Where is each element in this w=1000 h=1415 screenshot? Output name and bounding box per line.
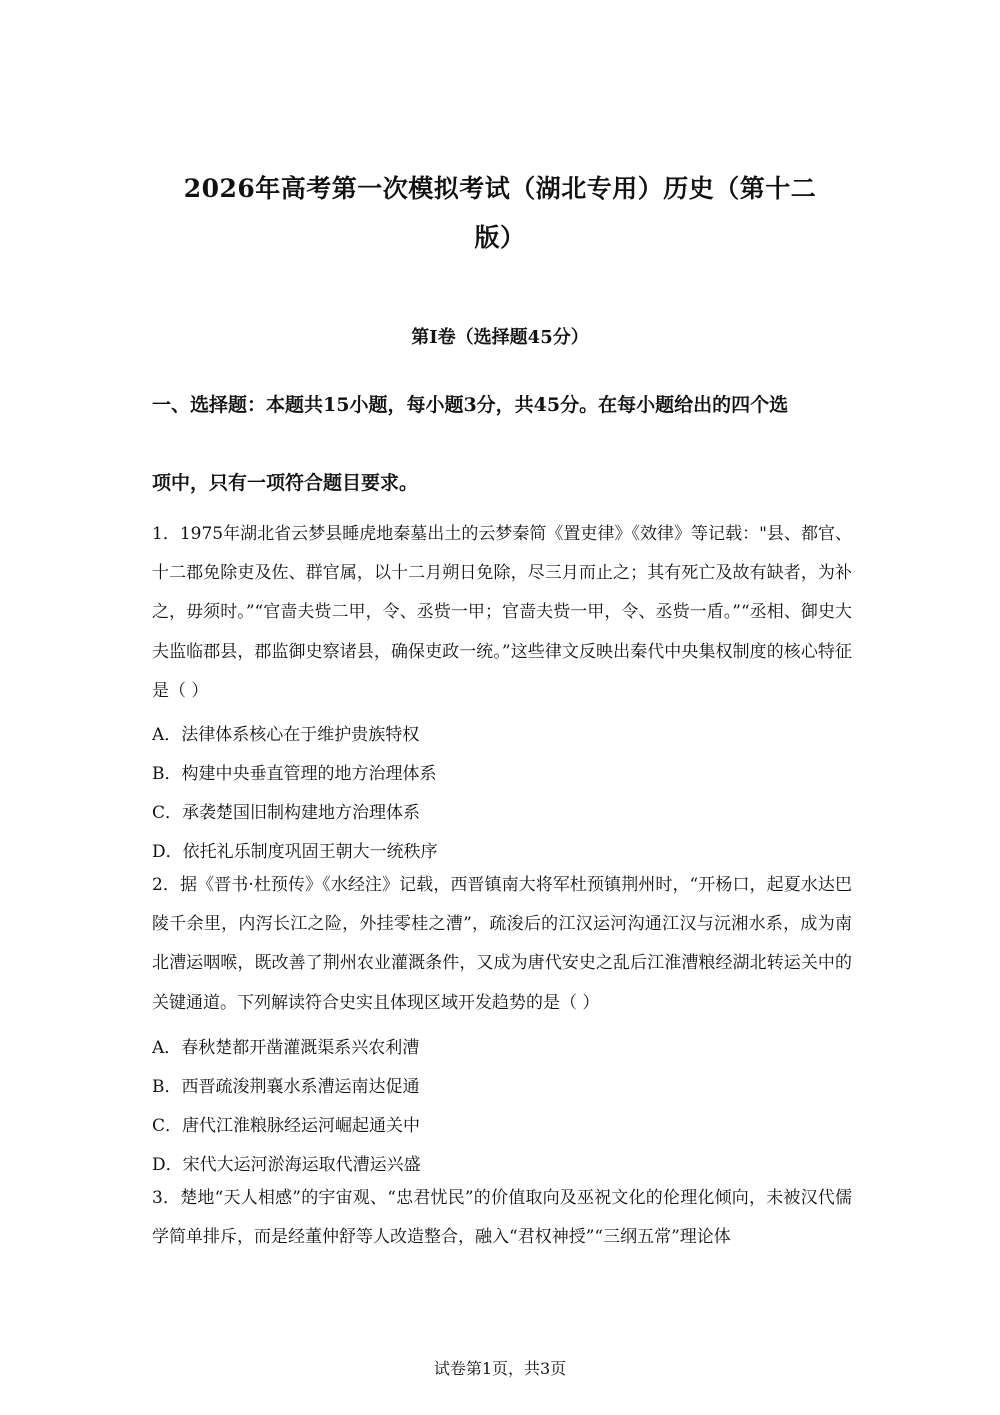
question-1-option-d: D．依托礼乐制度巩固王朝大一统秩序 <box>152 842 438 862</box>
question-2-stem: 2．据《晋书·杜预传》《水经注》记载，西晋镇南大将军杜预镇荆州时，“开杨口，起夏水达巴陵千余里，内泻长江之险，外挂零桂之漕”，疏浚后的江汉运河沟通江汉与沅湘水系，成为南北漕运咽喉，既改善了荆州农业灌溉条件，又成为唐代安史之乱后江淮漕粮经湖北转运关中的关键通道。下列解读符合史实且体现区域开发趋势的是（ ） <box>152 875 852 1013</box>
question-1-option-a: A．法律体系核心在于维护贵族特权 <box>152 725 420 745</box>
question-2-option-b: B．西晋疏浚荆襄水系漕运南达促通 <box>152 1077 420 1097</box>
question-3-stem: 3．楚地“天人相感”的宇宙观、“忠君忧民”的价值取向及巫祝文化的伦理化倾向，未被汉代儒学简单排斥，而是经董仲舒等人改造整合，融入“君权神授”“三纲五常”理论体 <box>152 1188 852 1248</box>
question-2-option-d: D．宋代大运河淤海运取代漕运兴盛 <box>152 1155 421 1175</box>
page-footer: 试卷第1页，共3页 <box>433 1359 567 1378</box>
exam-title-line-1: 2026年高考第一次模拟考试（湖北专用）历史（第十二 <box>183 174 817 203</box>
volume-subtitle: 第I卷（选择题45分） <box>411 327 589 348</box>
question-1-stem: 1．1975年湖北省云梦县睡虎地秦墓出土的云梦秦简《置吏律》《效律》等记载："县、都官、十二郡免除吏及佐、群官属，以十二月朔日免除，尽三月而止之；其有死亡及故有缺者，为补之，毋须时。”“官啬夫赀二甲，令、丞赀一甲；官啬夫赀一甲，令、丞赀一盾。”“丞相、御史大夫监临郡县，郡监御史察诸县，确保吏政一统。”这些律文反映出秦代中央集权制度的核心特征是（ ） <box>152 524 852 701</box>
question-2-option-a: A．春秋楚都开凿灌溉渠系兴农利漕 <box>152 1038 420 1058</box>
section-heading-line-1: 一、选择题：本题共15小题，每小题3分，共45分。在每小题给出的四个选 <box>152 394 789 416</box>
exam-title-line-2: 版） <box>474 223 526 252</box>
question-2-option-c: C．唐代江淮粮脉经运河崛起通关中 <box>152 1116 421 1136</box>
question-1-option-c: C．承袭楚国旧制构建地方治理体系 <box>152 803 421 823</box>
question-1-option-b: B．构建中央垂直管理的地方治理体系 <box>152 764 437 784</box>
section-heading-line-2: 项中，只有一项符合题目要求。 <box>152 472 419 494</box>
